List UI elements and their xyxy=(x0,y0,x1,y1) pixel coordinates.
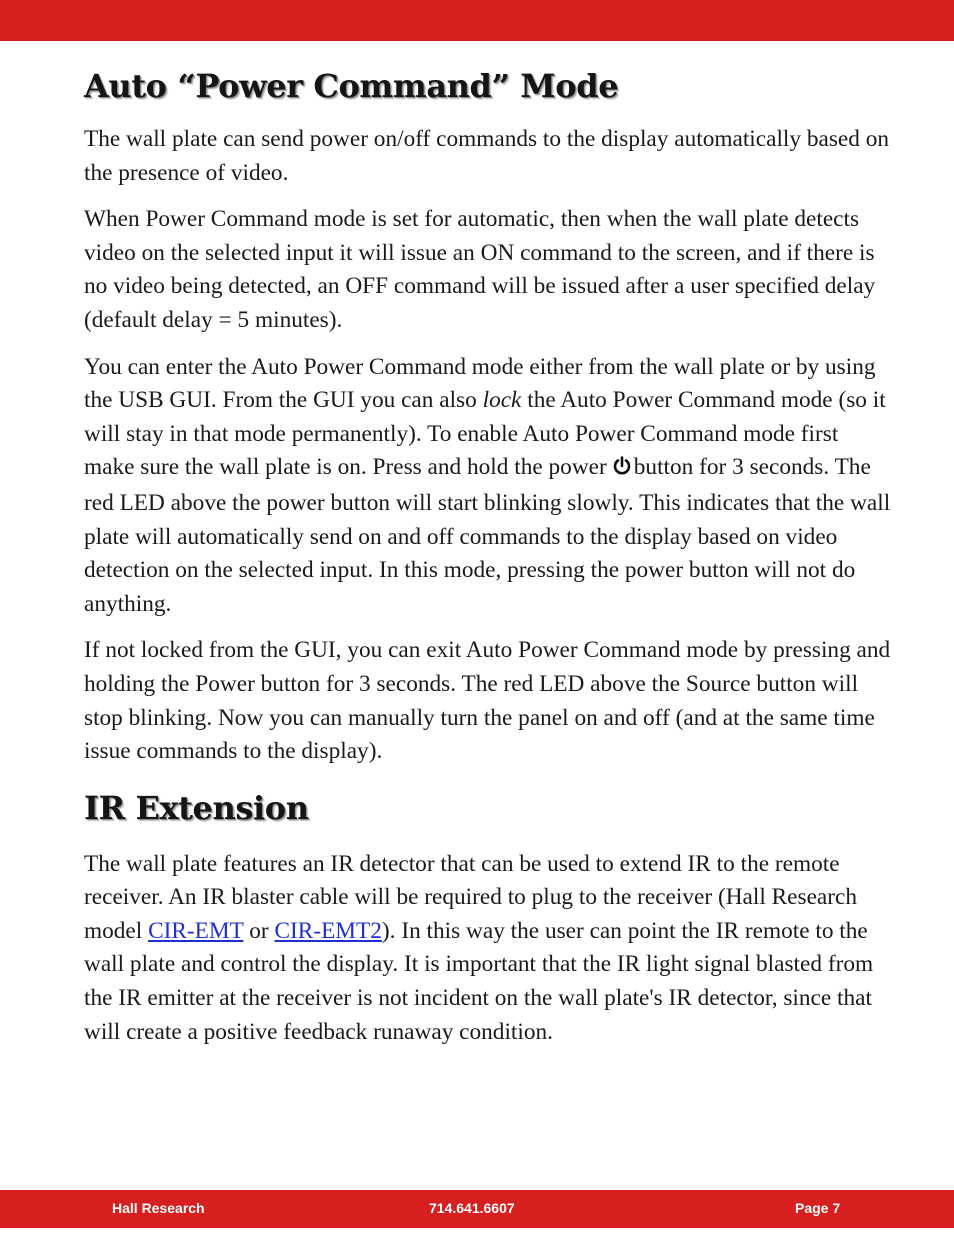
text-run: or xyxy=(243,917,275,944)
section-heading-ir-extension: IR Extension xyxy=(84,788,309,827)
paragraph: If not locked from the GUI, you can exit Auto Power Command mode by pressing and holding the Power button for 3 seconds. The red LED above the Source button will stop blinking. Now you can manually turn the panel on and off (and at the same time issue commands to the display). xyxy=(84,637,891,765)
link-cir-emt2[interactable]: CIR-EMT2 xyxy=(274,917,382,944)
emphasis-lock: lock xyxy=(482,387,522,414)
page-content xyxy=(84,60,892,1062)
paragraph: When Power Command mode is set for automatic, then when the wall plate detects video on the selected input it will issue an ON command to the screen, and if there is no video being detected, an OFF command will be issued after a user specified delay (default delay = 5 minutes). xyxy=(84,206,876,333)
paragraph xyxy=(84,351,892,622)
footer-company: Hall Research xyxy=(112,1200,205,1216)
text-run: button for 3 seconds. The red LED above the power button will start blinking slowly. This indicates that the wall plate will automatically send on and off commands to the display based on video detection on the selected input. In this mode, pressing the power button will not do anything. xyxy=(84,454,891,617)
section-heading-auto-power: Auto “Power Command” Mode xyxy=(84,67,619,105)
text-run: ). In this way the user can point the IR remote to the wall plate and control the display. It is important that the IR light signal blasted from the IR emitter at the receiver is not incident on the wall plate's IR detector, since that will create a positive feedback runaway condition. xyxy=(84,917,874,1045)
text-run: You can enter the Auto Power Command mode either from the wall plate or by using the USB GUI. From the GUI you can also xyxy=(84,353,876,414)
header-bar xyxy=(0,0,954,41)
text-run: the Auto Power Command mode (so it will stay in that mode permanently). To enable Auto Power Command mode first make sure the wall plate is on. Press and hold the power xyxy=(84,387,886,481)
power-icon xyxy=(612,453,632,487)
link-cir-emt[interactable]: CIR-EMT xyxy=(148,917,244,944)
paragraph xyxy=(84,848,892,1050)
text-run: The wall plate features an IR detector that can be used to extend IR to the remote receiver. An IR blaster cable will be required to plug to the receiver (Hall Research model xyxy=(84,850,858,944)
footer-bar xyxy=(0,1190,954,1228)
footer-page-number: Page 7 xyxy=(795,1200,841,1216)
footer-phone: 714.641.6607 xyxy=(429,1200,515,1216)
paragraph: The wall plate can send power on/off commands to the display automatically based on the presence of video. xyxy=(84,126,890,186)
